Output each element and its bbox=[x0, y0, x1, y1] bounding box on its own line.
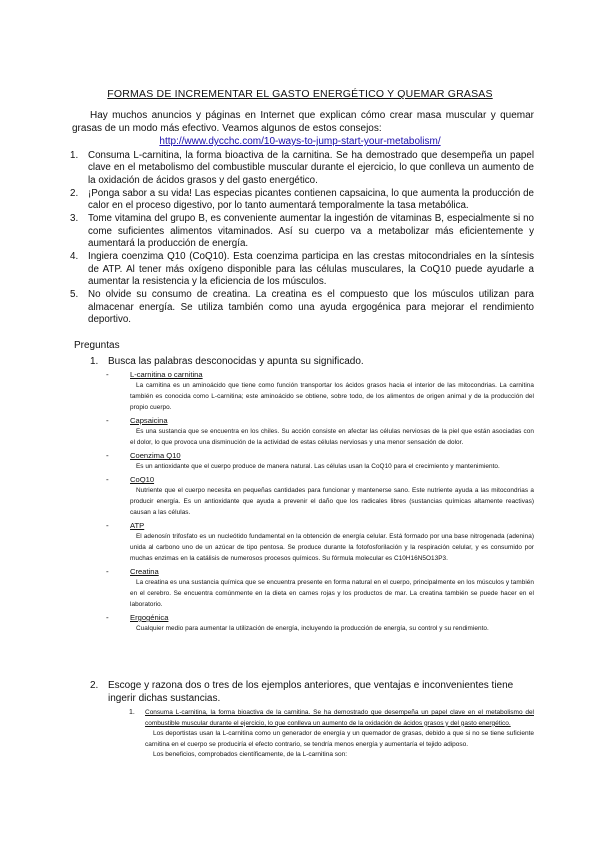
intro-text: Hay muchos anuncios y páginas en Internet que explican cómo crear masa muscular y quemar grasas de un modo más efectivo. Veamos algunos de estos consejos: bbox=[72, 110, 534, 134]
list-number: 1. bbox=[70, 150, 79, 161]
question-2 bbox=[90, 680, 534, 705]
glossary-entry bbox=[106, 370, 534, 413]
question-text: Escoge y razona dos o tres de los ejemplos anteriores, que ventajas e inconvenientes tiene ingerir dichas sustancias. bbox=[108, 680, 514, 704]
list-number: 4. bbox=[70, 251, 79, 263]
glossary-term: - ATP bbox=[106, 521, 145, 530]
glossary-term: - Creatina bbox=[106, 567, 159, 576]
glossary-term: - CoQ10 bbox=[106, 475, 155, 484]
question-number: 2. bbox=[90, 680, 99, 691]
glossary-definition: La creatina es una sustancia química que se encuentra presente en forma natural en el cuerpo, principalmente en los músculos y también en el cerebro. Se encuentra comúnmente en la dieta en carnes rojas y los productos de mar. La creatina también se puede hacer en el laboratorio. bbox=[130, 579, 534, 608]
document-title: FORMAS DE INCREMENTAR EL GASTO ENERGÉTICO Y QUEMAR GRASAS bbox=[107, 88, 493, 100]
list-text: Ingiera coenzima Q10 (CoQ10). Esta coenzima participa en las crestas mitocondriales en la síntesis de ATP. Al tener más oxígeno disponible para las células musculares, la CoQ10 puede ayudarle a aumentar la resistencia y la eficiencia de los músculos. bbox=[88, 251, 534, 287]
glossary-definition: El adenosín trifosfato es un nucleótido fundamental en la obtención de energía celular. Está formado por una base nitrogenada (adenina) unida al carbono uno de un azúcar de tipo pentosa. Se produce durante la fotofosforilación y la respiración celular, y es consumido por muchas enzimas en la catálisis de numerosos procesos químicos. Su fórmula molecular es C10H16N5O13P3. bbox=[130, 533, 534, 562]
answer-paragraph: Los deportistas usan la L-carnitina como un generador de energía y un quemador de grasas, debido a que si no se tiene suficiente carnitina en el cuerpo se produciría el efecto contrario, se tendría menos energía y aumentaría el tejido adiposo. bbox=[145, 730, 534, 748]
glossary-term: - L-carnitina o carnitina bbox=[106, 370, 203, 379]
list-item bbox=[70, 213, 534, 250]
list-item bbox=[70, 150, 534, 187]
glossary-definition: Cualquier medio para aumentar la utilización de energía, incluyendo la producción de energía, su control y su rendimiento. bbox=[136, 625, 489, 632]
glossary-term: - Ergogénica bbox=[106, 613, 169, 622]
glossary-entry bbox=[106, 416, 534, 448]
glossary-term: - Coenzima Q10 bbox=[106, 451, 181, 460]
list-number: 2. bbox=[70, 187, 79, 199]
preguntas-heading: Preguntas bbox=[74, 340, 120, 351]
intro-paragraph bbox=[72, 110, 534, 135]
glossary-term: - Capsaicina bbox=[106, 416, 168, 425]
list-text: Tome vitamina del grupo B, es conveniente aumentar la ingestión de vitaminas B, especialmente si no come suficientes alimentos vitaminados. Así su cuerpo va a metabolizar más eficientemente y aumentará la producción de energía. bbox=[88, 213, 534, 250]
list-text: ¡Ponga sabor a su vida! Las especias picantes contienen capsaicina, lo que aumenta la producción de calor en el proceso digestivo, por lo tanto aumentará temporalmente la tasa metabólica. bbox=[88, 187, 534, 212]
glossary-entry bbox=[106, 613, 534, 634]
glossary-entry bbox=[106, 475, 534, 518]
glossary-entry bbox=[106, 451, 534, 472]
question-number: 1. bbox=[90, 356, 99, 367]
answer-section bbox=[129, 708, 534, 761]
list-text: No olvide su consumo de creatina. La creatina es el compuesto que los músculos utilizan para almacenar energía. Se utiliza también como una ayuda ergogénica para mejorar el rendimiento deportivo. bbox=[88, 289, 534, 325]
glossary-definition: Es una sustancia que se encuentra en los chiles. Su acción consiste en afectar las células nerviosas de la piel que están asociadas con el dolor, lo que provoca una disminución de la actividad de estas células nerviosas y una menor sensación de dolor. bbox=[130, 428, 534, 446]
glossary-definition: La carnitina es un aminoácido que tiene como función transportar los ácidos grasos hacia el interior de las mitocondrias. La carnitina también es conocida como L-carnitina; este aminoácido se obtiene, sobre todo, de los alimentos de origen animal y de la producción del propio cuerpo. bbox=[130, 382, 534, 411]
list-text: Consuma L-carnitina, la forma bioactiva de la carnitina. Se ha demostrado que desempeña un papel clave en el metabolismo del combustible muscular durante el ejercicio, lo que conlleva un aumento de la oxidación de ácidos grasos y del gasto energético. bbox=[88, 150, 534, 186]
list-item bbox=[70, 187, 534, 213]
answer-quote: 1. Consuma L-carnitina, la forma bioactiva de la carnitina. Se ha demostrado que desempeña un papel clave en el metabolismo del combustible muscular durante el ejercicio, lo que conlleva un aumento de la oxidación de ácidos grasos y del gasto energético. bbox=[129, 709, 534, 727]
list-item bbox=[70, 289, 534, 326]
glossary-entry bbox=[106, 567, 534, 610]
tips-list bbox=[70, 150, 534, 326]
glossary bbox=[106, 370, 534, 634]
list-number: 5. bbox=[70, 289, 79, 301]
answer-paragraph: Los beneficios, comprobados científicamente, de la L-carnitina son: bbox=[153, 751, 348, 759]
list-item bbox=[70, 251, 534, 288]
question-text: Busca las palabras desconocidas y apunta su significado. bbox=[108, 356, 364, 367]
question-1 bbox=[90, 356, 534, 369]
glossary-entry bbox=[106, 521, 534, 564]
glossary-definition: Es un antioxidante que el cuerpo produce de manera natural. Las células usan la CoQ10 para el crecimiento y mantenimiento. bbox=[136, 463, 500, 470]
metabolism-link[interactable]: http://www.dycchc.com/10-ways-to-jump-start-your-metabolism/ bbox=[159, 136, 441, 147]
list-number: 3. bbox=[70, 213, 79, 225]
glossary-definition: Nutriente que el cuerpo necesita en pequeñas cantidades para funcionar y mantenerse sano. Este nutriente ayuda a las mitocondrias a producir energía. Es un antioxidante que ayuda a prevenir el daño que los radicales libres (sustancias químicas altamente reactivas) causan a las células. bbox=[130, 487, 534, 516]
